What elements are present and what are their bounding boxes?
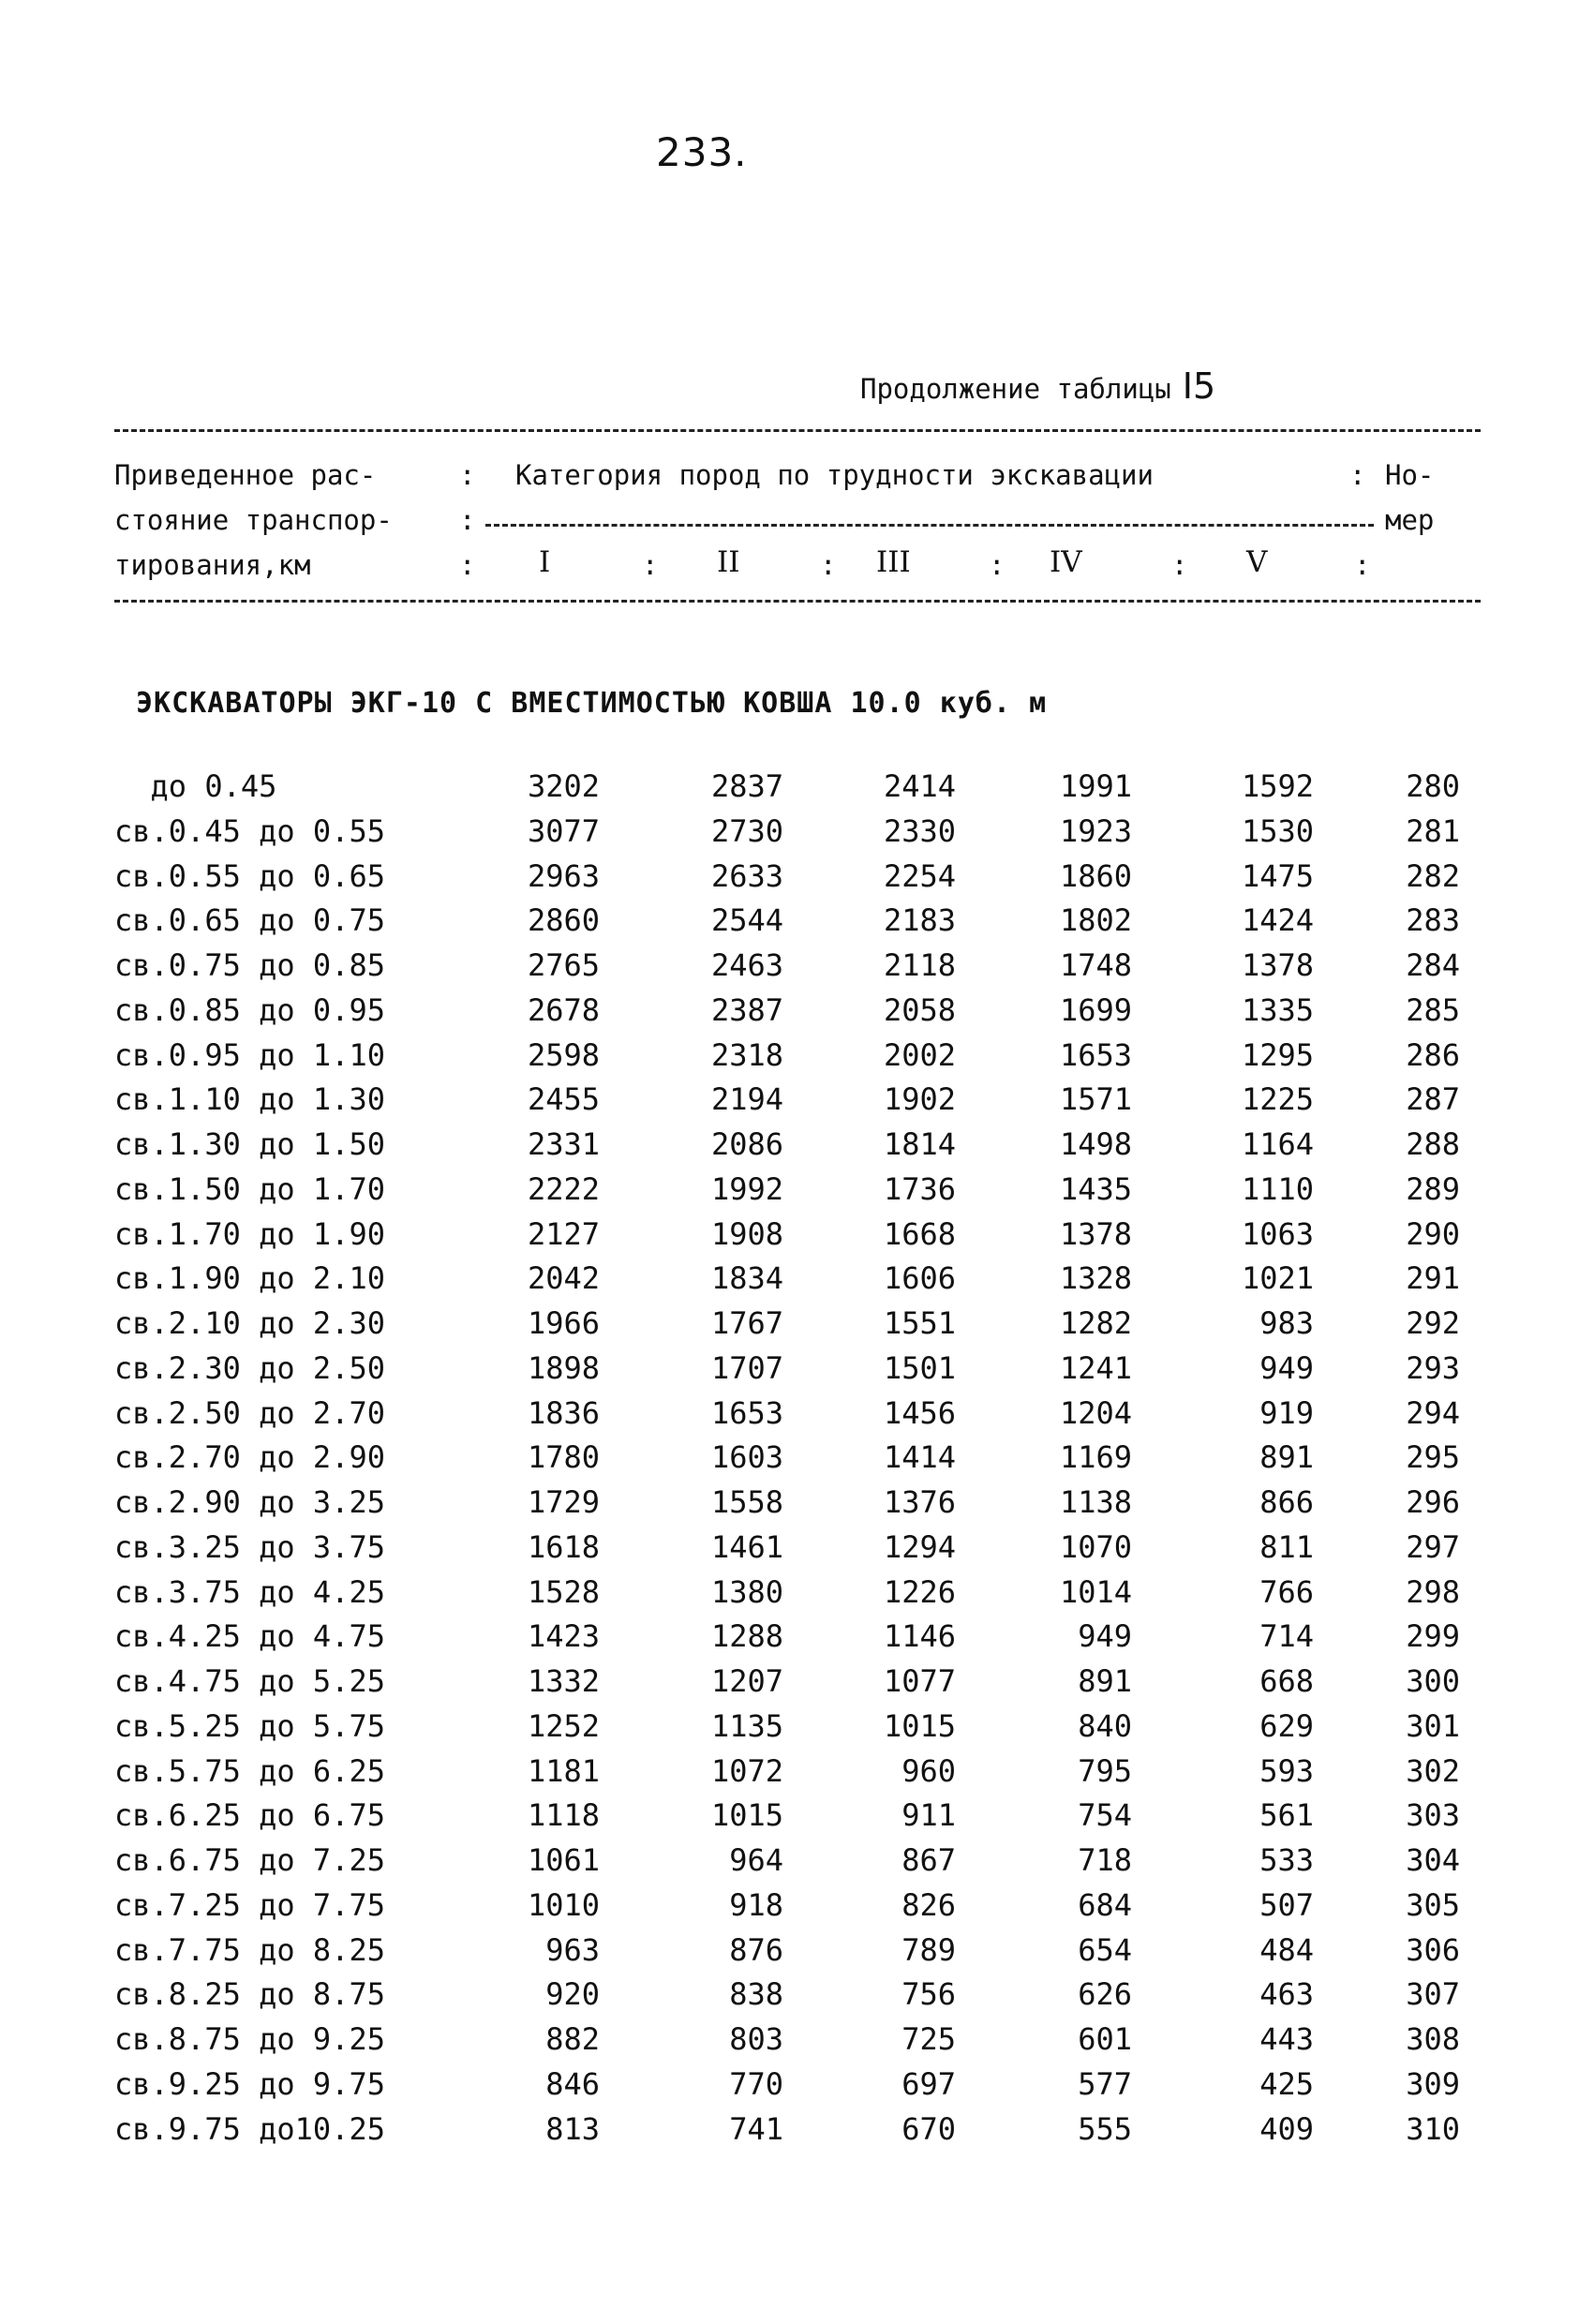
row-distance: св.3.25 до 3.75 (114, 1528, 385, 1565)
row-distance: св.1.50 до 1.70 (114, 1170, 385, 1207)
header-category-2: II (717, 545, 740, 579)
row-number: 295 (1406, 1439, 1460, 1476)
table-row (0, 1350, 1594, 1395)
row-value-category-4: 795 (1078, 1752, 1132, 1789)
row-distance: св.1.90 до 2.10 (114, 1260, 385, 1297)
row-value-category-1: 2042 (527, 1260, 600, 1297)
row-value-category-3: 2330 (883, 812, 956, 849)
row-distance: св.1.10 до 1.30 (114, 1081, 385, 1118)
row-distance: св.0.45 до 0.55 (114, 812, 385, 849)
row-value-category-4: 654 (1078, 1931, 1132, 1968)
row-value-category-5: 443 (1259, 2021, 1314, 2057)
row-value-category-4: 1435 (1059, 1170, 1132, 1207)
row-number: 281 (1406, 812, 1460, 849)
row-value-category-2: 876 (729, 1931, 783, 1968)
row-value-category-2: 2544 (710, 902, 783, 939)
row-value-category-3: 1015 (883, 1707, 956, 1744)
table-row (0, 2066, 1594, 2111)
row-value-category-3: 867 (901, 1842, 956, 1878)
row-distance: св.6.25 до 6.75 (114, 1797, 385, 1834)
header-category-4: IV (1050, 545, 1082, 579)
row-value-category-1: 2963 (527, 857, 600, 894)
row-value-category-3: 670 (901, 2110, 956, 2147)
row-value-category-5: 1063 (1241, 1215, 1314, 1252)
row-value-category-1: 1423 (527, 1618, 600, 1655)
row-value-category-5: 409 (1259, 2110, 1314, 2147)
table-row (0, 1260, 1594, 1305)
row-value-category-2: 1207 (710, 1663, 783, 1699)
row-value-category-5: 629 (1259, 1707, 1314, 1744)
row-value-category-2: 1908 (710, 1215, 783, 1252)
row-number: 291 (1406, 1260, 1460, 1297)
row-value-category-5: 1164 (1241, 1126, 1314, 1162)
header-distance-line3: тирования,км (114, 549, 311, 581)
row-value-category-4: 684 (1078, 1886, 1132, 1923)
row-number: 307 (1406, 1976, 1460, 2013)
table-continuation-label (860, 365, 1215, 407)
row-value-category-3: 960 (901, 1752, 956, 1789)
row-distance: св.7.75 до 8.25 (114, 1931, 385, 1968)
table-row (0, 1618, 1594, 1663)
row-value-category-4: 1653 (1059, 1036, 1132, 1073)
row-number: 298 (1406, 1573, 1460, 1610)
row-value-category-4: 1991 (1059, 768, 1132, 804)
row-value-category-3: 1501 (883, 1349, 956, 1386)
row-value-category-3: 2002 (883, 1036, 956, 1073)
row-value-category-1: 1010 (527, 1886, 600, 1923)
row-value-category-5: 1592 (1241, 768, 1314, 804)
row-value-category-3: 2118 (883, 947, 956, 983)
row-value-category-3: 1146 (883, 1618, 956, 1655)
row-value-category-2: 2387 (710, 991, 783, 1028)
row-value-category-5: 811 (1259, 1528, 1314, 1565)
row-value-category-4: 577 (1078, 2065, 1132, 2102)
row-distance: св.0.95 до 1.10 (114, 1036, 385, 1073)
header-separator: : (459, 459, 476, 491)
row-value-category-3: 1414 (883, 1439, 956, 1476)
table-row (0, 2111, 1594, 2156)
table-row (0, 1574, 1594, 1619)
row-value-category-3: 2183 (883, 902, 956, 939)
table-row (0, 1529, 1594, 1574)
row-value-category-4: 949 (1078, 1618, 1132, 1655)
row-distance: св.0.85 до 0.95 (114, 991, 385, 1028)
row-value-category-2: 803 (729, 2021, 783, 2057)
row-value-category-5: 1335 (1241, 991, 1314, 1028)
row-value-category-2: 1653 (710, 1394, 783, 1431)
row-distance: св.1.70 до 1.90 (114, 1215, 385, 1252)
row-value-category-5: 866 (1259, 1484, 1314, 1520)
row-value-category-2: 1558 (710, 1484, 783, 1520)
row-value-category-3: 1294 (883, 1528, 956, 1565)
row-value-category-4: 555 (1078, 2110, 1132, 2147)
table-number: I5 (1182, 365, 1216, 407)
row-value-category-3: 1668 (883, 1215, 956, 1252)
row-distance: св.0.65 до 0.75 (114, 902, 385, 939)
row-value-category-3: 911 (901, 1797, 956, 1834)
table-row (0, 1395, 1594, 1440)
row-number: 310 (1406, 2110, 1460, 2147)
row-value-category-4: 1169 (1059, 1439, 1132, 1476)
table-row (0, 858, 1594, 903)
row-value-category-3: 1376 (883, 1484, 956, 1520)
row-number: 292 (1406, 1305, 1460, 1341)
row-value-category-5: 425 (1259, 2065, 1314, 2102)
row-value-category-1: 2331 (527, 1126, 600, 1162)
row-value-category-2: 741 (729, 2110, 783, 2147)
table-row (0, 813, 1594, 858)
row-value-category-4: 891 (1078, 1663, 1132, 1699)
row-value-category-2: 1072 (710, 1752, 783, 1789)
row-value-category-1: 846 (545, 2065, 600, 2102)
row-distance: св.9.75 до10.25 (114, 2110, 385, 2147)
table-row (0, 992, 1594, 1037)
header-separator: : (1349, 459, 1366, 491)
row-distance: св.8.25 до 8.75 (114, 1976, 385, 2013)
row-number: 297 (1406, 1528, 1460, 1565)
row-value-category-4: 1498 (1059, 1126, 1132, 1162)
table-row (0, 768, 1594, 813)
table-row (0, 1887, 1594, 1932)
row-value-category-5: 1475 (1241, 857, 1314, 894)
row-value-category-4: 1378 (1059, 1215, 1132, 1252)
row-value-category-2: 2318 (710, 1036, 783, 1073)
row-value-category-5: 766 (1259, 1573, 1314, 1610)
row-distance: до 0.45 (114, 768, 277, 804)
row-value-category-5: 949 (1259, 1349, 1314, 1386)
row-number: 284 (1406, 947, 1460, 983)
row-value-category-4: 1571 (1059, 1081, 1132, 1118)
row-value-category-1: 1836 (527, 1394, 600, 1431)
header-distance-line2: стояние транспор- (114, 504, 393, 536)
row-value-category-5: 1295 (1241, 1036, 1314, 1073)
row-value-category-1: 3202 (527, 768, 600, 804)
row-value-category-1: 1528 (527, 1573, 600, 1610)
row-value-category-5: 891 (1259, 1439, 1314, 1476)
row-value-category-1: 3077 (527, 812, 600, 849)
row-value-category-2: 770 (729, 2065, 783, 2102)
table-row (0, 1932, 1594, 1977)
row-value-category-5: 561 (1259, 1797, 1314, 1834)
row-number: 288 (1406, 1126, 1460, 1162)
header-category-5: V (1246, 545, 1268, 579)
row-distance: св.7.25 до 7.75 (114, 1886, 385, 1923)
table-row (0, 1216, 1594, 1261)
row-number: 305 (1406, 1886, 1460, 1923)
row-value-category-4: 1204 (1059, 1394, 1132, 1431)
row-value-category-4: 1802 (1059, 902, 1132, 939)
table-row (0, 1663, 1594, 1708)
row-value-category-3: 1226 (883, 1573, 956, 1610)
row-value-category-1: 2455 (527, 1081, 600, 1118)
table-row (0, 1842, 1594, 1887)
row-value-category-2: 2086 (710, 1126, 783, 1162)
header-category-1: I (539, 545, 551, 579)
row-value-category-5: 484 (1259, 1931, 1314, 1968)
row-value-category-4: 1014 (1059, 1573, 1132, 1610)
row-value-category-1: 2127 (527, 1215, 600, 1252)
row-distance: св.0.55 до 0.65 (114, 857, 385, 894)
row-distance: св.5.25 до 5.75 (114, 1707, 385, 1744)
row-value-category-2: 918 (729, 1886, 783, 1923)
row-value-category-2: 1461 (710, 1528, 783, 1565)
row-number: 290 (1406, 1215, 1460, 1252)
row-value-category-2: 2463 (710, 947, 783, 983)
row-value-category-3: 2254 (883, 857, 956, 894)
row-value-category-2: 1380 (710, 1573, 783, 1610)
table-row (0, 1081, 1594, 1126)
row-value-category-3: 2058 (883, 991, 956, 1028)
row-value-category-2: 964 (729, 1842, 783, 1878)
row-value-category-5: 668 (1259, 1663, 1314, 1699)
row-value-category-3: 1606 (883, 1260, 956, 1297)
row-value-category-5: 714 (1259, 1618, 1314, 1655)
row-value-category-2: 838 (729, 1976, 783, 2013)
row-value-category-3: 826 (901, 1886, 956, 1923)
row-value-category-5: 507 (1259, 1886, 1314, 1923)
row-value-category-2: 1834 (710, 1260, 783, 1297)
row-value-category-4: 1923 (1059, 812, 1132, 849)
row-value-category-4: 1699 (1059, 991, 1132, 1028)
row-number: 285 (1406, 991, 1460, 1028)
header-separator: : (1171, 549, 1188, 581)
row-value-category-1: 1966 (527, 1305, 600, 1341)
table-row (0, 2021, 1594, 2066)
row-number: 309 (1406, 2065, 1460, 2102)
row-value-category-2: 2633 (710, 857, 783, 894)
row-value-category-5: 919 (1259, 1394, 1314, 1431)
row-value-category-1: 2860 (527, 902, 600, 939)
row-value-category-1: 1729 (527, 1484, 600, 1520)
row-distance: св.4.75 до 5.25 (114, 1663, 385, 1699)
page-number: 233. (656, 129, 748, 175)
row-distance: св.3.75 до 4.25 (114, 1573, 385, 1610)
header-separator: : (989, 549, 1006, 581)
header-category-divider (485, 524, 1374, 527)
row-number: 282 (1406, 857, 1460, 894)
row-value-category-4: 1282 (1059, 1305, 1132, 1341)
row-value-category-1: 1618 (527, 1528, 600, 1565)
row-value-category-2: 1015 (710, 1797, 783, 1834)
row-value-category-3: 1902 (883, 1081, 956, 1118)
row-value-category-1: 2765 (527, 947, 600, 983)
row-value-category-2: 2730 (710, 812, 783, 849)
row-value-category-5: 593 (1259, 1752, 1314, 1789)
row-value-category-2: 1707 (710, 1349, 783, 1386)
table-row (0, 1797, 1594, 1842)
row-number: 303 (1406, 1797, 1460, 1834)
header-number-line2: мер (1385, 504, 1435, 536)
row-number: 296 (1406, 1484, 1460, 1520)
row-value-category-4: 1241 (1059, 1349, 1132, 1386)
table-header-bottom-rule (114, 600, 1481, 603)
header-separator: : (642, 549, 659, 581)
row-value-category-1: 1118 (527, 1797, 600, 1834)
row-distance: св.0.75 до 0.85 (114, 947, 385, 983)
table-row (0, 947, 1594, 992)
table-row (0, 902, 1594, 947)
row-number: 283 (1406, 902, 1460, 939)
row-value-category-1: 1252 (527, 1707, 600, 1744)
row-value-category-2: 1992 (710, 1170, 783, 1207)
table-row (0, 1976, 1594, 2021)
row-number: 300 (1406, 1663, 1460, 1699)
row-distance: св.5.75 до 6.25 (114, 1752, 385, 1789)
row-distance: св.2.50 до 2.70 (114, 1394, 385, 1431)
table-top-rule (114, 429, 1481, 432)
table-row (0, 1439, 1594, 1484)
row-value-category-1: 2598 (527, 1036, 600, 1073)
row-distance: св.9.25 до 9.75 (114, 2065, 385, 2102)
header-distance-line1: Приведенное рас- (114, 459, 377, 491)
row-value-category-3: 1551 (883, 1305, 956, 1341)
row-value-category-5: 1378 (1241, 947, 1314, 983)
row-value-category-3: 789 (901, 1931, 956, 1968)
row-value-category-4: 1328 (1059, 1260, 1132, 1297)
row-distance: св.8.75 до 9.25 (114, 2021, 385, 2057)
row-number: 304 (1406, 1842, 1460, 1878)
row-distance: св.2.30 до 2.50 (114, 1349, 385, 1386)
row-value-category-2: 1288 (710, 1618, 783, 1655)
row-value-category-1: 1332 (527, 1663, 600, 1699)
row-value-category-2: 2194 (710, 1081, 783, 1118)
row-value-category-3: 756 (901, 1976, 956, 2013)
table-row (0, 1305, 1594, 1350)
row-value-category-3: 725 (901, 2021, 956, 2057)
header-category-title: Категория пород по трудности экскавации (515, 459, 1154, 491)
row-number: 280 (1406, 768, 1460, 804)
row-distance: св.2.10 до 2.30 (114, 1305, 385, 1341)
row-value-category-5: 1110 (1241, 1170, 1314, 1207)
row-value-category-1: 1898 (527, 1349, 600, 1386)
table-row (0, 1708, 1594, 1753)
row-number: 301 (1406, 1707, 1460, 1744)
row-value-category-2: 1603 (710, 1439, 783, 1476)
row-distance: св.6.75 до 7.25 (114, 1842, 385, 1878)
row-distance: св.4.25 до 4.75 (114, 1618, 385, 1655)
row-value-category-1: 920 (545, 1976, 600, 2013)
row-number: 294 (1406, 1394, 1460, 1431)
row-value-category-1: 882 (545, 2021, 600, 2057)
header-separator: : (820, 549, 837, 581)
row-value-category-1: 2222 (527, 1170, 600, 1207)
row-number: 306 (1406, 1931, 1460, 1968)
row-distance: св.2.90 до 3.25 (114, 1484, 385, 1520)
row-value-category-4: 1748 (1059, 947, 1132, 983)
row-value-category-5: 1424 (1241, 902, 1314, 939)
header-separator: : (459, 504, 476, 536)
row-value-category-1: 1061 (527, 1842, 600, 1878)
table-row (0, 1753, 1594, 1798)
row-value-category-5: 1530 (1241, 812, 1314, 849)
row-value-category-1: 1181 (527, 1752, 600, 1789)
header-number-line1: Но- (1385, 459, 1435, 491)
row-number: 299 (1406, 1618, 1460, 1655)
row-number: 308 (1406, 2021, 1460, 2057)
row-number: 302 (1406, 1752, 1460, 1789)
row-value-category-3: 1077 (883, 1663, 956, 1699)
row-number: 286 (1406, 1036, 1460, 1073)
row-value-category-5: 983 (1259, 1305, 1314, 1341)
table-row (0, 1037, 1594, 1082)
row-value-category-2: 1135 (710, 1707, 783, 1744)
row-value-category-4: 840 (1078, 1707, 1132, 1744)
row-number: 287 (1406, 1081, 1460, 1118)
row-value-category-5: 1225 (1241, 1081, 1314, 1118)
header-separator: : (459, 549, 476, 581)
row-value-category-5: 1021 (1241, 1260, 1314, 1297)
row-value-category-4: 601 (1078, 2021, 1132, 2057)
row-value-category-1: 2678 (527, 991, 600, 1028)
row-value-category-4: 754 (1078, 1797, 1132, 1834)
row-value-category-1: 1780 (527, 1439, 600, 1476)
row-value-category-4: 1138 (1059, 1484, 1132, 1520)
row-value-category-5: 533 (1259, 1842, 1314, 1878)
table-row (0, 1126, 1594, 1171)
header-separator: : (1354, 549, 1371, 581)
row-distance: св.2.70 до 2.90 (114, 1439, 385, 1476)
row-distance: св.1.30 до 1.50 (114, 1126, 385, 1162)
row-number: 293 (1406, 1349, 1460, 1386)
row-value-category-3: 1456 (883, 1394, 956, 1431)
row-value-category-2: 2837 (710, 768, 783, 804)
row-value-category-1: 963 (545, 1931, 600, 1968)
row-number: 289 (1406, 1170, 1460, 1207)
row-value-category-4: 718 (1078, 1842, 1132, 1878)
row-value-category-3: 1814 (883, 1126, 956, 1162)
section-title: ЭКСКАВАТОРЫ ЭКГ-10 С ВМЕСТИМОСТЬЮ КОВША 10.0 куб. м (136, 687, 1048, 720)
row-value-category-4: 1070 (1059, 1528, 1132, 1565)
header-category-3: III (876, 545, 911, 579)
row-value-category-4: 626 (1078, 1976, 1132, 2013)
row-value-category-4: 1860 (1059, 857, 1132, 894)
row-value-category-5: 463 (1259, 1976, 1314, 2013)
row-value-category-3: 697 (901, 2065, 956, 2102)
table-row (0, 1171, 1594, 1216)
row-value-category-1: 813 (545, 2110, 600, 2147)
table-row (0, 1484, 1594, 1529)
continuation-text: Продолжение таблицы (860, 373, 1171, 405)
row-value-category-2: 1767 (710, 1305, 783, 1341)
row-value-category-3: 1736 (883, 1170, 956, 1207)
row-value-category-3: 2414 (883, 768, 956, 804)
